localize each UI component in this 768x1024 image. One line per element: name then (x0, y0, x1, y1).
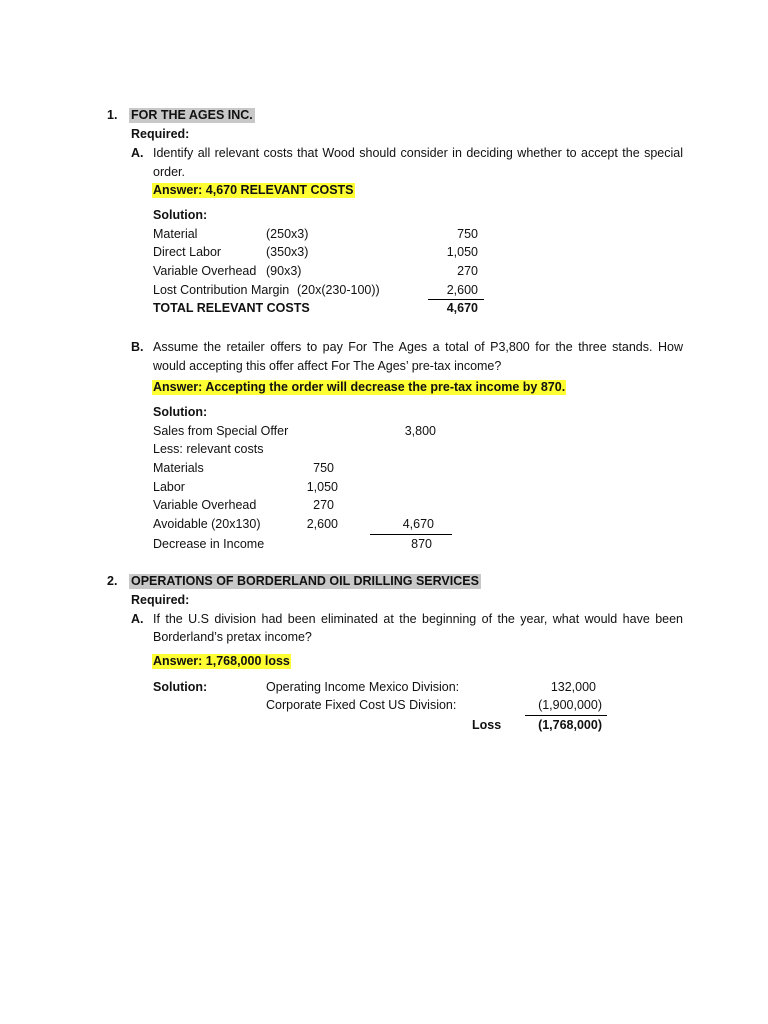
s1-a-question-line1: Identify all relevant costs that Wood should consider in deciding whether to accept the special (153, 146, 683, 160)
s1-a-row-value: 1,050 (446, 245, 478, 259)
s1-b-row-label: Labor (153, 480, 185, 494)
s2-a-answer: Answer: 1,768,000 loss (153, 654, 290, 668)
s1-a-row-label: Lost Contribution Margin (153, 283, 290, 297)
s1-a-answer: Answer: 4,670 RELEVANT COSTS (153, 183, 354, 197)
section-1-required: Required: (131, 127, 190, 141)
s2-a-question-line1: If the U.S division had been eliminated at the beginning of the year, what would have been (153, 612, 683, 626)
s1-b-sales-label: Sales from Special Offer (153, 424, 289, 438)
s1-a-row-label: Direct Labor (153, 245, 222, 259)
s1-a-question-line2: order. (153, 165, 185, 179)
s1-a-row-value: 270 (457, 264, 478, 278)
s1-a-row-value: 2,600 (446, 283, 478, 297)
s1-a-solution-label: Solution: (153, 208, 208, 222)
s2-a-question-line2: Borderland’s pretax income? (153, 630, 312, 644)
section-2-title: OPERATIONS OF BORDERLAND OIL DRILLING SERVICES (131, 574, 479, 588)
s1-a-row-calc: (90x3) (266, 264, 302, 278)
s2-a-row1-label: Operating Income Mexico Division: (266, 680, 460, 694)
s2-a-solution-label: Solution: (153, 680, 208, 694)
s1-b-solution-label: Solution: (153, 405, 208, 419)
s1-b-letter: B. (131, 340, 144, 354)
s1-b-row-label: Variable Overhead (153, 498, 257, 512)
s2-a-row2-value: (1,900,000) (538, 698, 602, 712)
s1-b-question-line2: would accepting this offer affect For The Ages’ pre-tax income? (153, 359, 502, 373)
section-1-number: 1. (107, 108, 118, 122)
s1-b-decrease-value: 870 (411, 537, 432, 551)
s1-b-row-label: Avoidable (20x130) (153, 517, 261, 531)
section-2-required: Required: (131, 593, 190, 607)
s1-a-letter: A. (131, 146, 144, 160)
s2-a-loss-rule (525, 715, 607, 716)
s1-b-row-label: Materials (153, 461, 204, 475)
s1-b-row-value: 750 (313, 461, 334, 475)
s2-a-row1-value: 132,000 (550, 680, 596, 694)
section-2-number: 2. (107, 574, 118, 588)
s1-a-total-rule (428, 299, 484, 300)
s1-a-total-value: 4,670 (446, 301, 478, 315)
s1-a-row-calc: (250x3) (266, 227, 309, 241)
s2-a-loss-value: (1,768,000) (538, 718, 602, 732)
s1-b-row-value: 1,050 (306, 480, 338, 494)
s1-b-sales-value: 3,800 (404, 424, 436, 438)
s1-b-subtotal-rule (370, 534, 452, 535)
s1-a-row-calc: (350x3) (266, 245, 309, 259)
s1-a-row-calc: (20x(230-100)) (297, 283, 380, 297)
s2-a-loss-label: Loss (472, 718, 502, 732)
s1-b-row-value: 2,600 (306, 517, 338, 531)
s1-b-row-value: 270 (313, 498, 334, 512)
s1-a-row-label: Variable Overhead (153, 264, 257, 278)
s1-b-question-line1: Assume the retailer offers to pay For The Ages a total of P3,800 for the three stands. How (153, 340, 683, 354)
s2-a-letter: A. (131, 612, 144, 626)
s1-a-row-value: 750 (457, 227, 478, 241)
s1-a-row-label: Material (153, 227, 198, 241)
section-1-title: FOR THE AGES INC. (131, 108, 253, 122)
s2-a-row2-label: Corporate Fixed Cost US Division: (266, 698, 457, 712)
s1-b-answer: Answer: Accepting the order will decrease the pre-tax income by 870. (153, 380, 566, 394)
s1-a-total-label: TOTAL RELEVANT COSTS (153, 301, 310, 315)
s1-b-subtotal-value: 4,670 (402, 517, 434, 531)
s1-b-decrease-label: Decrease in Income (153, 537, 265, 551)
s1-b-less-label: Less: relevant costs (153, 442, 264, 456)
